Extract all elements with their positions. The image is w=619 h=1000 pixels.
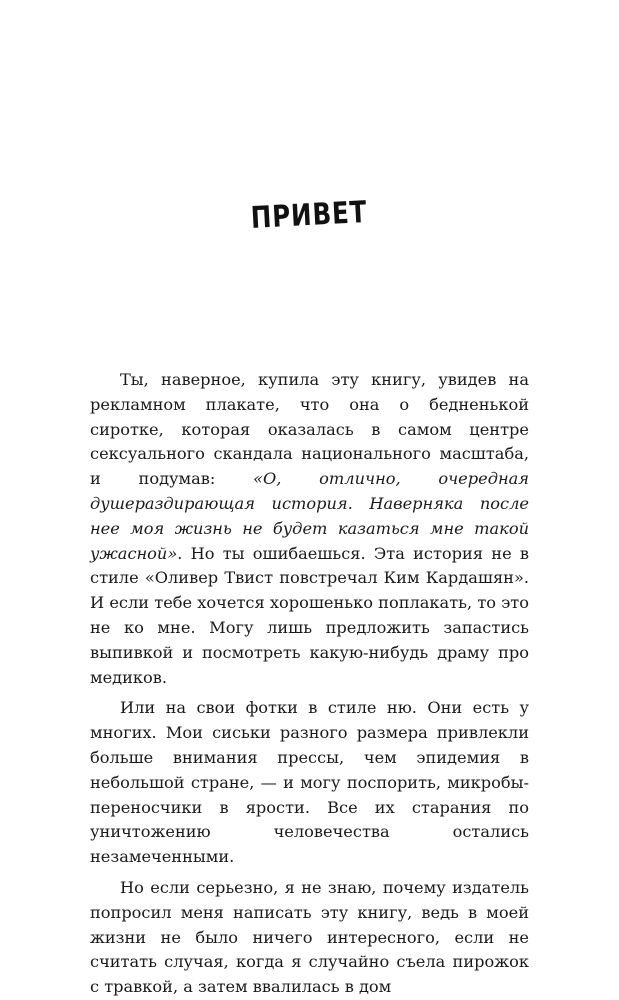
body-text bbox=[90, 368, 529, 1000]
paragraph-3: Но если серьезно, я не знаю, почему издатель попросил меня написать эту книгу, ведь в моей жизни не было ничего интересного, если не считать случая, когда я случайно съела пирожок с травкой, а затем ввалилась в дом bbox=[90, 877, 529, 997]
paragraph-1-italic-quote: «О, отлично, очередная душераздирающая история. Наверняка после нее моя жизнь не будет казаться мне такой ужасной» bbox=[90, 469, 529, 563]
paragraph-1-part-2: . Но ты ошибаешься. Эта история не в стиле «Оливер Твист повстречал Ким Кардашян». И если тебе хочется хорошенько поплакать, то это не ко мне. Могу лишь предложить запастись выпивкой и посмотреть какую-нибудь драму про медиков. bbox=[90, 543, 529, 687]
paragraph-1 bbox=[90, 368, 529, 690]
chapter-title: ПРИВЕТ bbox=[250, 194, 369, 237]
paragraph-1-part-1: Ты, наверное, купила эту книгу, увидев на рекламном плакате, что она о бедненькой сиротке, которая оказалась в самом центре сексуального скандала национального масштаба, и подумав: bbox=[90, 370, 529, 489]
paragraph-2: Или на свои фотки в стиле ню. Они есть у многих. Мои сиськи разного размера привлекли больше внимания прессы, чем эпидемия в небольшой стране, — и могу поспорить, микробы-переносчики в ярости. Все их старания по уничтожению человечества остались незамеченными. bbox=[90, 698, 529, 867]
chapter-heading bbox=[0, 194, 619, 237]
